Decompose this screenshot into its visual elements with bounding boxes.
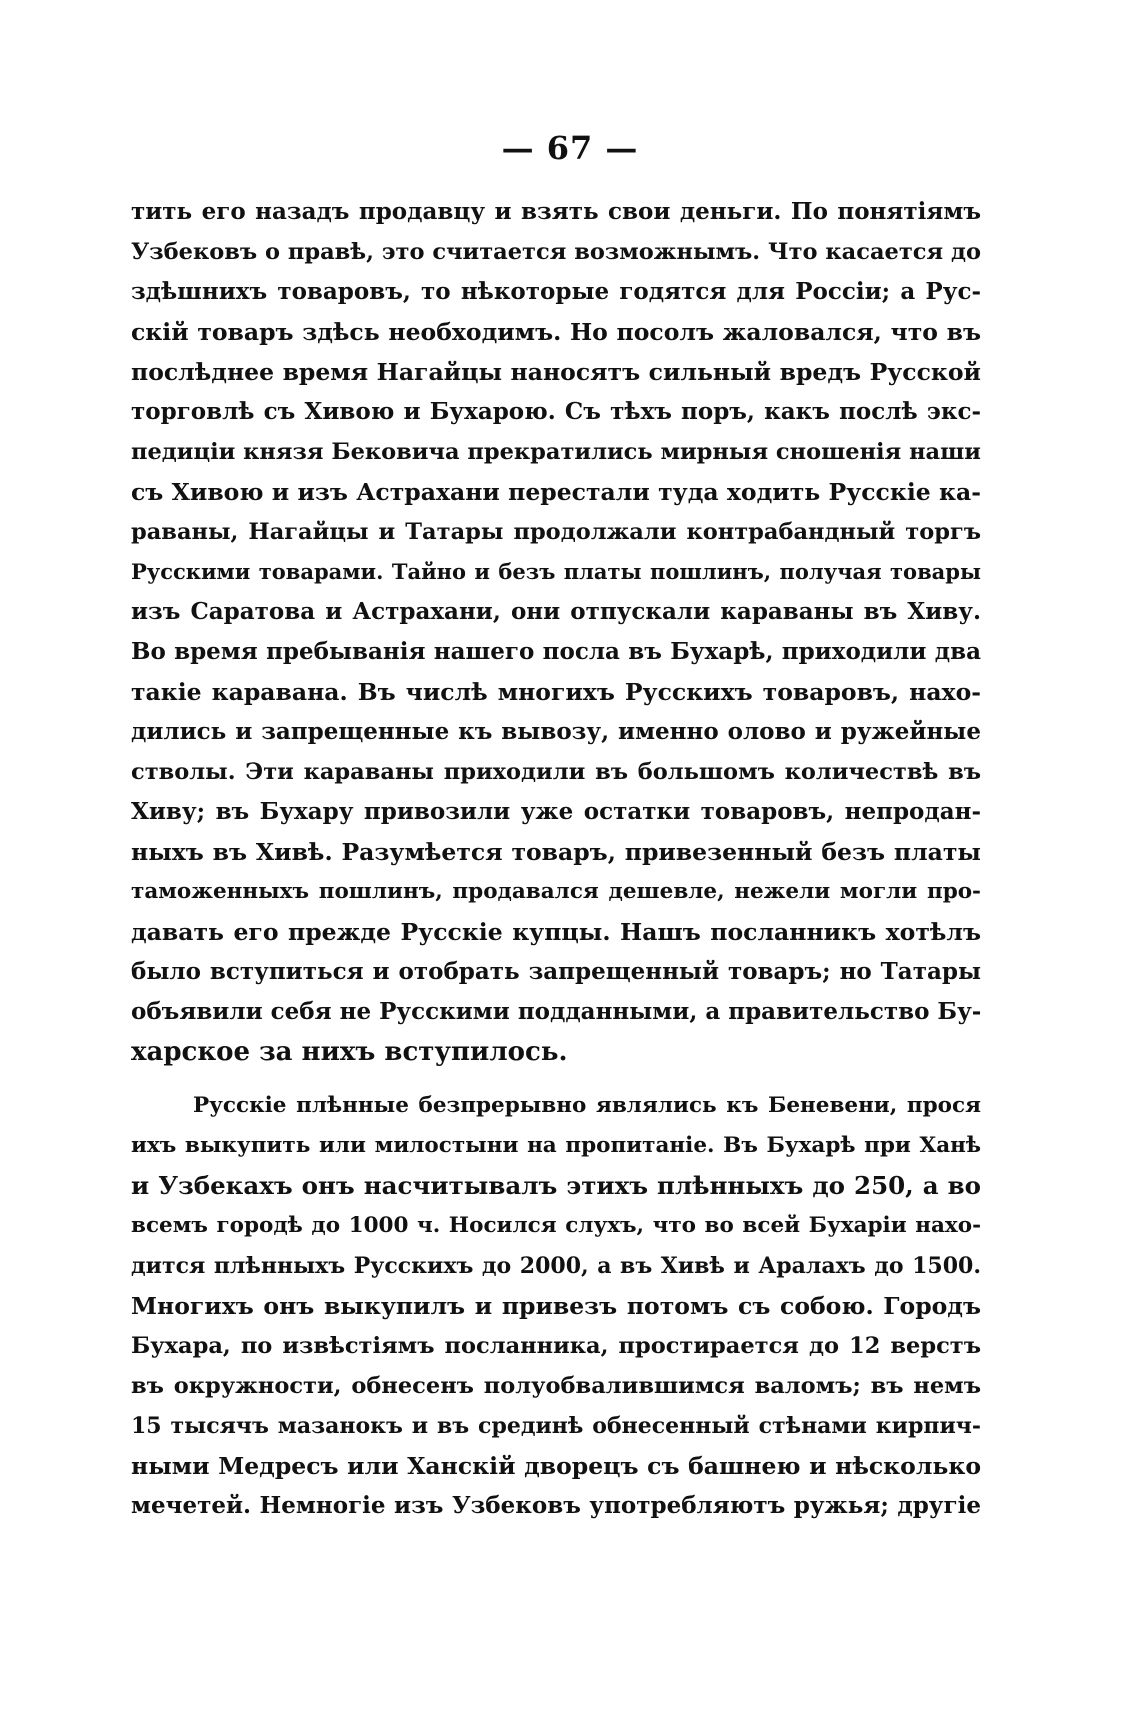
text-line: и Узбекахъ онъ насчитывалъ этихъ плѣнныхъ до 250, а во [131, 1171, 981, 1200]
text-line: ихъ выкупить или милостыни на пропитаніе. Въ Бухарѣ при Ханѣ [131, 1133, 981, 1158]
text-line: 15 тысячъ мазанокъ и въ срединѣ обнесенный стѣнами кирпич- [131, 1413, 981, 1439]
text-line: Русскими товарами. Тайно и безъ платы пошлинъ, получая товары [131, 559, 981, 584]
text-line: тить его назадъ продавцу и взять свои деньги. По понятіямъ [131, 198, 981, 225]
text-line: всемъ городѣ до 1000 ч. Носился слухъ, что во всей Бухаріи нахо- [131, 1213, 981, 1238]
text-line: таможенныхъ пошлинъ, продавался дешевле, нежели могли про- [131, 879, 981, 904]
text-line: здѣшнихъ товаровъ, то нѣкоторые годятся для Россіи; а Рус- [131, 278, 981, 305]
text-line: давать его прежде Русскіе купцы. Нашъ посланникъ хотѣлъ [131, 918, 981, 946]
text-line: въ окружности, обнесенъ полуобвалившимся валомъ; въ немъ [131, 1373, 981, 1399]
text-line: ными Медресъ или Ханскій дворецъ съ башнею и нѣсколько [131, 1452, 981, 1480]
text-line: дится плѣнныхъ Русскихъ до 2000, а въ Хивѣ и Аралахъ до 1500. [131, 1253, 981, 1279]
paragraph-gap [131, 1072, 981, 1086]
text-line: Русскіе плѣнные безпрерывно являлись къ Беневени, прося [193, 1093, 981, 1118]
text-line: было вступиться и отобрать запрещенный товаръ; но Татары [131, 958, 981, 985]
text-line: Многихъ онъ выкупилъ и привезъ потомъ съ собою. Городъ [131, 1292, 981, 1320]
paragraph-2 [131, 1086, 981, 1526]
text-line: мечетей. Немногіе изъ Узбековъ употребляютъ ружья; другіе [131, 1492, 981, 1519]
text-line: изъ Саратова и Астрахани, они отпускали караваны въ Хиву. [131, 598, 981, 625]
text-line: ныхъ въ Хивѣ. Разумѣется товаръ, привезенный безъ платы [131, 838, 981, 866]
text-line: послѣднее время Нагайцы наносятъ сильный вредъ Русской [131, 358, 981, 386]
paragraph-1 [131, 192, 981, 1072]
text-line: такіе каравана. Въ числѣ многихъ Русскихъ товаровъ, нахо- [131, 678, 981, 706]
text-line: стволы. Эти караваны приходили въ большомъ количествѣ въ [131, 759, 981, 785]
text-line: Бухара, по извѣстіямъ посланника, простирается до 12 верстъ [131, 1333, 981, 1359]
text-line: скій товаръ здѣсь необходимъ. Но посолъ жаловался, что въ [131, 318, 981, 346]
text-line: Узбековъ о правѣ, это считается возможнымъ. Что касается до [131, 239, 981, 265]
body-text [131, 192, 981, 1526]
text-line: харское за нихъ вступилось. [131, 1037, 568, 1067]
text-line: педиціи князя Бековича прекратились мирныя сношенія наши [131, 439, 981, 465]
text-line: Хиву; въ Бухару привозили уже остатки товаровъ, непродан- [131, 798, 981, 825]
text-line: дились и запрещенные къ вывозу, именно олово и ружейные [131, 718, 981, 745]
text-line: объявили себя не Русскими подданными, а правительство Бу- [131, 998, 981, 1025]
text-line: съ Хивою и изъ Астрахани перестали туда ходить Русскіе ка- [131, 478, 981, 506]
text-line: торговлѣ съ Хивою и Бухарою. Съ тѣхъ поръ, какъ послѣ экс- [131, 398, 981, 425]
text-line: раваны, Нагайцы и Татары продолжали контрабандный торгъ [131, 519, 981, 545]
page-number: — 67 — [501, 129, 639, 167]
text-line: Во время пребыванія нашего посла въ Бухарѣ, приходили два [131, 638, 981, 665]
